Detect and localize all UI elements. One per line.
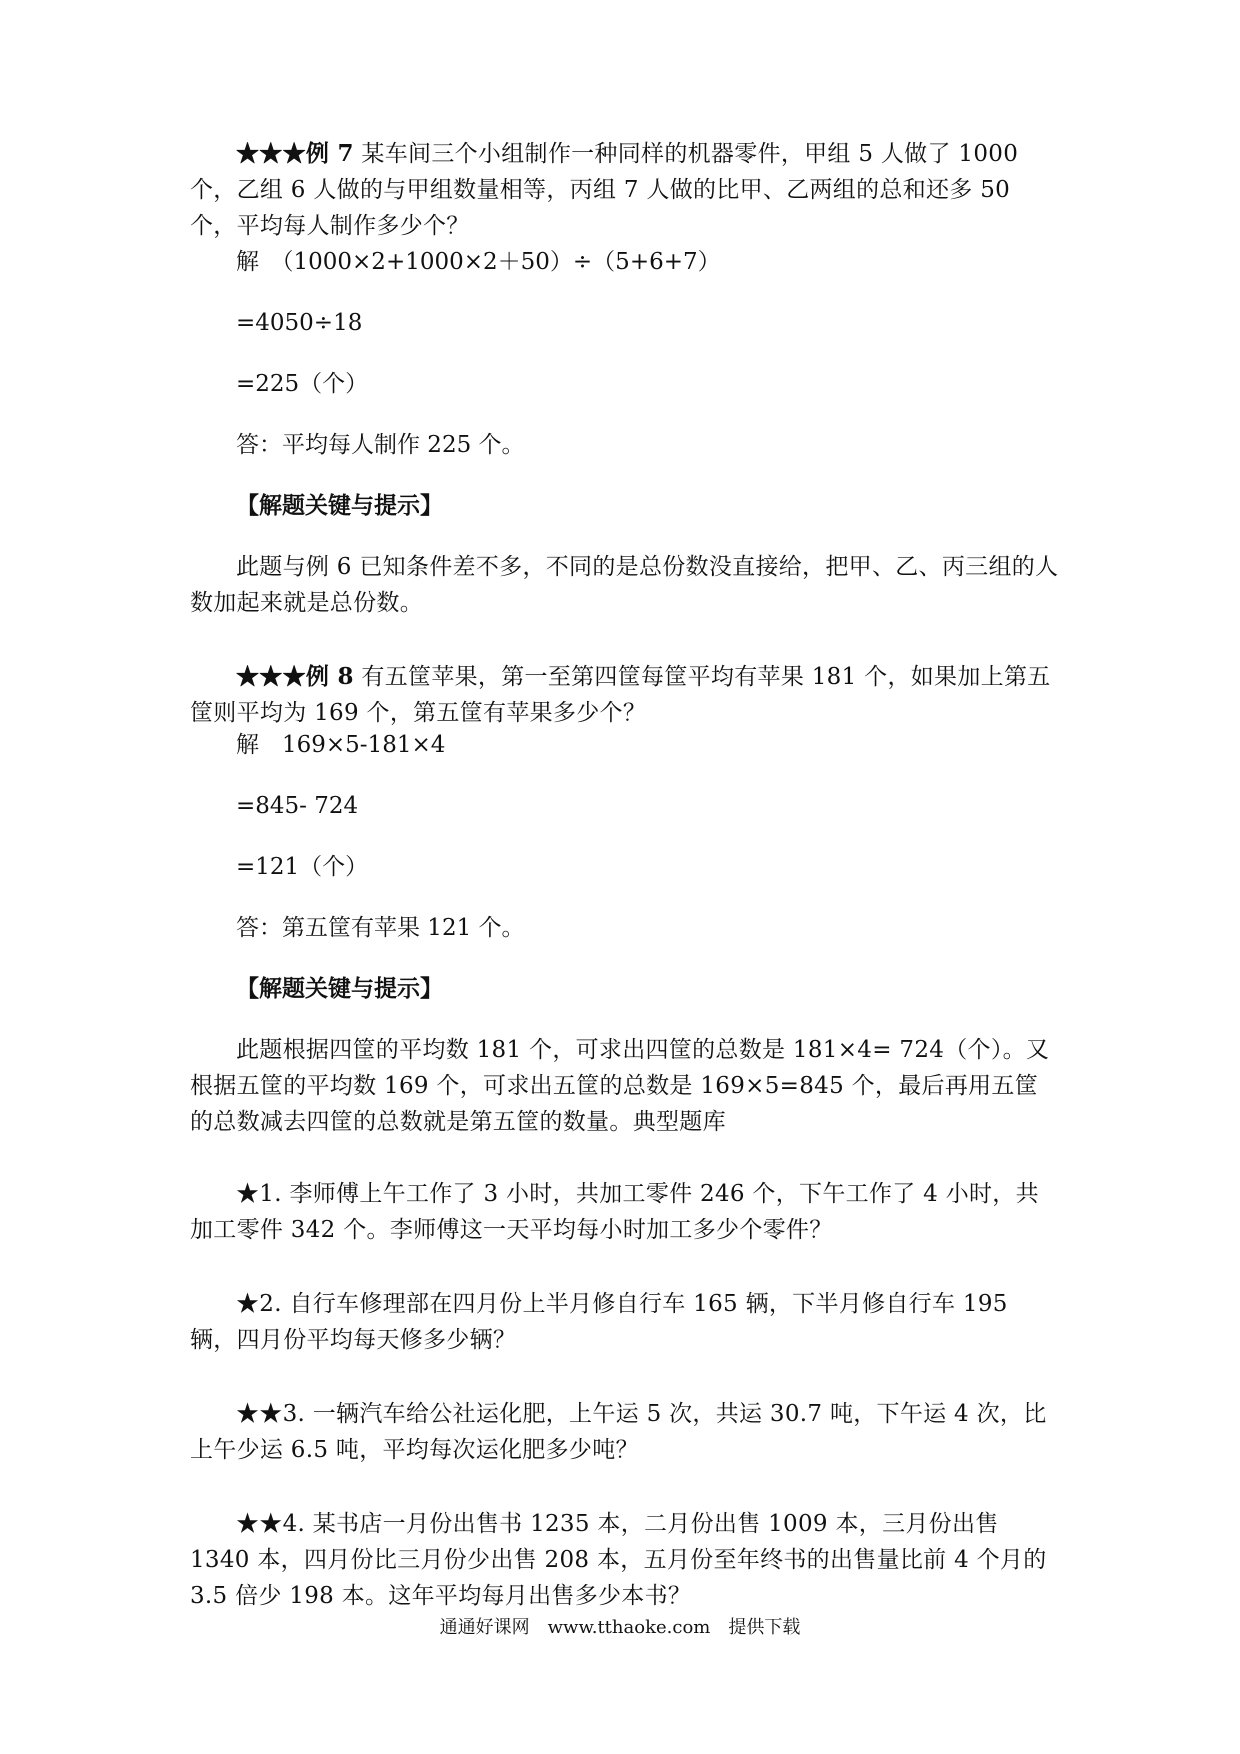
example-8-solution-step-1: 解 169×5-181×4 — [236, 732, 446, 758]
example-7-solution-step-3: =225（个） — [236, 371, 369, 397]
example-7-tag: ★★★例 7 — [236, 140, 354, 167]
example-7-solution-step-2: =4050÷18 — [236, 310, 363, 336]
exercise-item-1: ★1. 李师傅上午工作了 3 小时，共加工零件 246 个，下午工作了 4 小时，共加工零件 342 个。李师傅这一天平均每小时加工多少个零件？ — [190, 1181, 1039, 1243]
example-8-tag: ★★★例 8 — [236, 663, 354, 690]
page-footer: 通通好课网 www.tthaoke.com 提供下载 — [439, 1617, 801, 1638]
example-7-problem — [190, 136, 1060, 244]
example-8-problem — [190, 659, 1060, 731]
example-8-key-heading: 【解题关键与提示】 — [236, 975, 443, 1002]
example-7-key-heading: 【解题关键与提示】 — [236, 492, 443, 519]
exercise-item-4: ★★4. 某书店一月份出售书 1235 本，二月份出售 1009 本，三月份出售 1340 本，四月份比三月份少出售 208 本，五月份至年终书的出售量比前 4 个月的 3.5 倍少 198 本。这年平均每月出售多少本书？ — [190, 1511, 1047, 1609]
example-7-solution-step-1: 解 （1000×2+1000×2＋50）÷（5+6+7） — [236, 249, 721, 275]
example-7-key-text: 此题与例 6 已知条件差不多，不同的是总份数没直接给，把甲、乙、丙三组的人数加起来就是总份数。 — [190, 554, 1059, 616]
exercise-item-2: ★2. 自行车修理部在四月份上半月修自行车 165 辆，下半月修自行车 195 辆，四月份平均每天修多少辆？ — [190, 1291, 1008, 1353]
example-8-solution-step-3: =121（个） — [236, 854, 369, 880]
exercise-item-3: ★★3. 一辆汽车给公社运化肥，上午运 5 次，共运 30.7 吨，下午运 4 次，比上午少运 6.5 吨，平均每次运化肥多少吨？ — [190, 1401, 1047, 1463]
example-8-answer: 答：第五筐有苹果 121 个。 — [236, 915, 525, 941]
example-8-text: 有五筐苹果，第一至第四筐每筐平均有苹果 181 个，如果加上第五筐则平均为 169 个，第五筐有苹果多少个？ — [190, 664, 1051, 726]
example-8-solution-step-2: =845- 724 — [236, 793, 359, 819]
example-7-answer: 答：平均每人制作 225 个。 — [236, 432, 525, 458]
example-7-text: 某车间三个小组制作一种同样的机器零件，甲组 5 人做了 1000 个，乙组 6 人做的与甲组数量相等，丙组 7 人做的比甲、乙两组的总和还多 50 个，平均每人制作多少个？ — [190, 141, 1019, 239]
example-8-key-text: 此题根据四筐的平均数 181 个，可求出四筐的总数是 181×4= 724（个）。又根据五筐的平均数 169 个，可求出五筐的总数是 169×5=845 个，最后再用五筐的总数减去四筐的总数就是第五筐的数量。典型题库 — [190, 1037, 1050, 1135]
